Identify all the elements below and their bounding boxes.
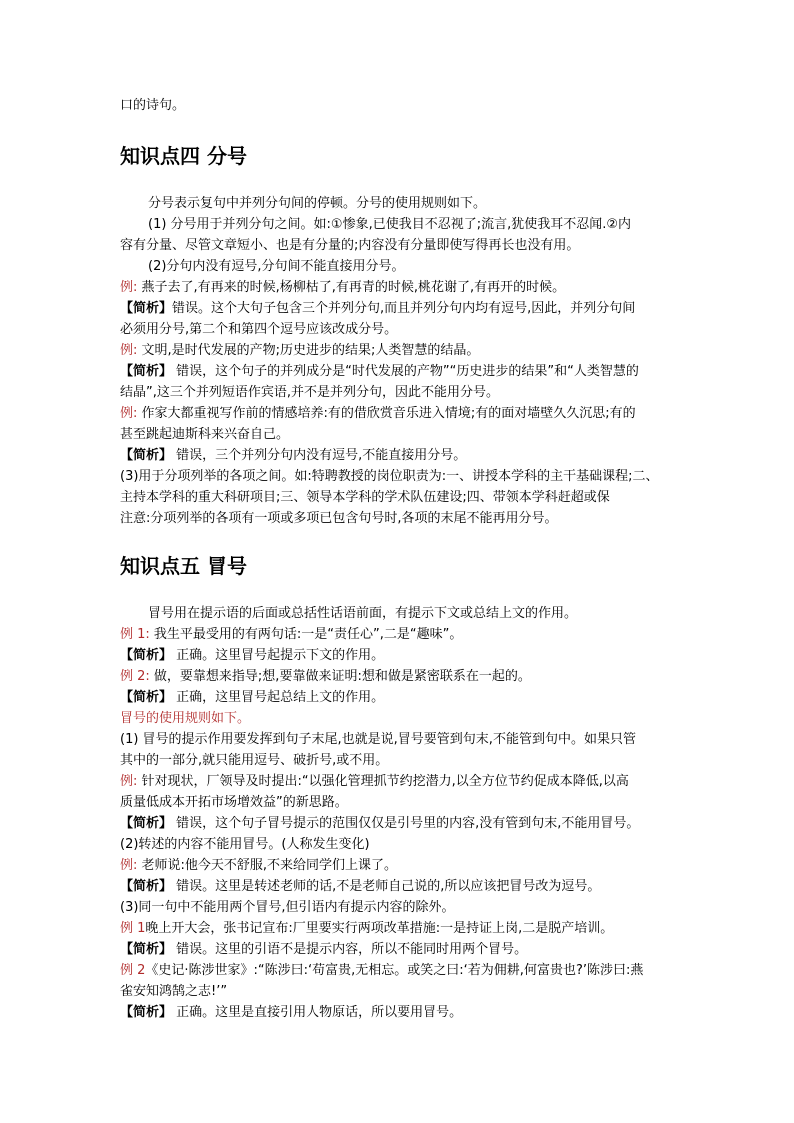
text-line bbox=[120, 425, 289, 445]
text-line bbox=[120, 982, 227, 1002]
text-line bbox=[120, 341, 479, 361]
text-line bbox=[120, 299, 635, 319]
line-text: 《史记·陈涉世家》:“陈涉曰:‘苟富贵,无相忘。或笑之曰:‘若为佣耕,何富贵也?’陈涉曰:燕 bbox=[145, 963, 644, 978]
line-text: (3)同一句中不能用两个冒号,但引语内有提示内容的除外。 bbox=[120, 900, 455, 915]
line-text: 甚至跳起迪斯科来兴奋自己。 bbox=[120, 427, 290, 442]
line-text: 正确。这里冒号起提示下文的作用。 bbox=[172, 648, 385, 663]
text-line bbox=[120, 236, 579, 256]
example-label: 例: bbox=[120, 280, 138, 295]
line-text: 错误。这里的引语不是提示内容，所以不能同时用两个冒号。 bbox=[172, 942, 528, 957]
line-text: 错误，三个并列分句内没有逗号,不能直接用分号。 bbox=[172, 448, 467, 463]
example-label: 例: bbox=[120, 858, 138, 873]
text-line bbox=[120, 793, 348, 813]
text-line bbox=[120, 404, 636, 424]
line-text: 分号表示复句中并列分句间的停顿。分号的使用规则如下。 bbox=[148, 196, 487, 211]
line-text: (2)转述的内容不能用冒号。(人称发生变化) bbox=[120, 837, 370, 852]
line-text: 错误，这个句子的并列成分是“时代发展的产物”“历史进步的结果”和“人类智慧的 bbox=[172, 364, 639, 379]
section5-heading: 知识点五 冒号 bbox=[120, 554, 247, 578]
analysis-label: 【简析】 bbox=[120, 690, 173, 705]
line-text: 正确。这里是直接引用人物原话，所以要用冒号。 bbox=[172, 1005, 463, 1020]
line-text: 我生平最受用的有两句话:一是“责任心”,二是“趣味”。 bbox=[149, 627, 463, 642]
text-line bbox=[148, 604, 577, 624]
line-text: 雀安知鸿鹄之志!’” bbox=[120, 984, 228, 999]
line-text: (1) 分号用于并列分句之间。如:①惨象,已使我目不忍视了;流言,犹使我耳不忍闻.②内 bbox=[148, 217, 632, 232]
example-label: 例 2 bbox=[120, 963, 146, 978]
text-line bbox=[120, 751, 388, 771]
analysis-label: 【简析】 bbox=[120, 942, 173, 957]
line-text: 针对现状，厂领导及时提出:“以强化管理抓节约挖潜力,以全方位节约促成本降低,以高 bbox=[137, 774, 629, 789]
section4-heading: 知识点四 分号 bbox=[120, 144, 247, 168]
example-label: 例: bbox=[120, 343, 138, 358]
text-line bbox=[120, 688, 384, 708]
text-line bbox=[148, 215, 631, 235]
text-line bbox=[120, 1003, 462, 1023]
text-line bbox=[120, 383, 499, 403]
line-text: 错误。这里是转述老师的话,不是老师自己说的,所以应该把冒号改为逗号。 bbox=[172, 879, 601, 894]
text-line bbox=[120, 898, 455, 918]
text-line bbox=[120, 919, 613, 939]
line-text: (2)分句内没有逗号,分句间不能直接用分号。 bbox=[148, 259, 405, 274]
text-line bbox=[120, 625, 462, 645]
analysis-label: 【简析】 bbox=[120, 648, 173, 663]
example-label: 例: bbox=[120, 406, 138, 421]
text-line bbox=[120, 488, 610, 508]
text-line bbox=[120, 835, 370, 855]
line-text: 注意:分项列举的各项有一项或多项已包含句号时,各项的末尾不能再用分号。 bbox=[120, 511, 558, 526]
analysis-label: 【简析】 bbox=[120, 816, 173, 831]
text-line bbox=[120, 856, 397, 876]
line-text: (1) 冒号的提示作用要发挥到句子末尾,也就是说,冒号要管到句末,不能管到句中。如果只管 bbox=[120, 732, 636, 747]
text-line bbox=[120, 362, 639, 382]
line-text: 其中的一部分,就只能用逗号、破折号,或不用。 bbox=[120, 753, 389, 768]
line-text: (3)用于分项列举的各项之间。如:特聘教授的岗位职责为:一、讲授本学科的主干基础课程;二、 bbox=[120, 469, 659, 484]
line-text: 冒号用在提示语的后面或总括性话语前面，有提示下文或总结上文的作用。 bbox=[148, 606, 578, 621]
example-label: 冒号的使用规则如下。 bbox=[120, 711, 251, 726]
line-text: 正确，这里冒号起总结上文的作用。 bbox=[172, 690, 385, 705]
text-line bbox=[120, 814, 639, 834]
text-line bbox=[120, 646, 384, 666]
analysis-label: 【简析】 bbox=[120, 1005, 173, 1020]
text-line bbox=[120, 772, 629, 792]
analysis-label: 【简析】 bbox=[120, 879, 173, 894]
line-text: 老师说:他今天不舒服,不来给同学们上课了。 bbox=[137, 858, 398, 873]
line-text: 错误，这个句子冒号提示的范围仅仅是引号里的内容,没有管到句末,不能用冒号。 bbox=[172, 816, 640, 831]
line-text: 主持本学科的重大科研项目;三、领导本学科的学术队伍建设;四、带领本学科赶超或保 bbox=[120, 490, 610, 505]
text-line bbox=[120, 730, 636, 750]
line-text: 必须用分号,第二个和第四个逗号应该改成分号。 bbox=[120, 322, 398, 337]
line-text: 结晶”,这三个并列短语作宾语,并不是并列分句，因此不能用分号。 bbox=[120, 385, 499, 400]
example-label: 例: bbox=[120, 774, 138, 789]
line-text: 容有分量、尽管文章短小、也是有分量的;内容没有分量即使写得再长也没有用。 bbox=[120, 238, 580, 253]
line-text: 作家大都重视写作前的情感培养:有的借欣赏音乐进入情境;有的面对墙壁久久沉思;有的 bbox=[137, 406, 636, 421]
text-line bbox=[120, 278, 565, 298]
text-line bbox=[120, 509, 558, 529]
top-line: 口的诗句。 bbox=[120, 98, 186, 113]
text-line bbox=[148, 257, 405, 277]
text-line bbox=[120, 320, 397, 340]
text-line bbox=[120, 667, 531, 687]
line-text: 错误。这个大句子包含三个并列分句,而且并列分句内均有逗号,因此，并列分句间 bbox=[172, 301, 636, 316]
analysis-label: 【简析】 bbox=[120, 448, 173, 463]
line-text: 做，要靠想来指导;想,要靠做来证明:想和做是紧密联系在一起的。 bbox=[149, 669, 531, 684]
example-label: 例 1: bbox=[120, 627, 150, 642]
text-line bbox=[148, 194, 486, 214]
analysis-label: 【简析】 bbox=[120, 301, 173, 316]
example-label: 例 2: bbox=[120, 669, 150, 684]
text-line bbox=[120, 961, 643, 981]
text-line bbox=[120, 877, 600, 897]
line-text: 晚上开大会，张书记宣布:厂里要实行两项改革措施:一是持证上岗,二是脱产培训。 bbox=[145, 921, 614, 936]
line-text: 燕子去了,有再来的时候,杨柳枯了,有再青的时候,桃花谢了,有再开的时候。 bbox=[137, 280, 566, 295]
text-line bbox=[120, 467, 659, 487]
line-text: 文明,是时代发展的产物;历史进步的结果;人类智慧的结晶。 bbox=[137, 343, 480, 358]
example-label: 例 1 bbox=[120, 921, 146, 936]
line-text: 质量低成本开拓市场增效益”的新思路。 bbox=[120, 795, 348, 810]
analysis-label: 【简析】 bbox=[120, 364, 173, 379]
text-line bbox=[120, 940, 527, 960]
text-line bbox=[120, 446, 466, 466]
text-line bbox=[120, 709, 250, 729]
